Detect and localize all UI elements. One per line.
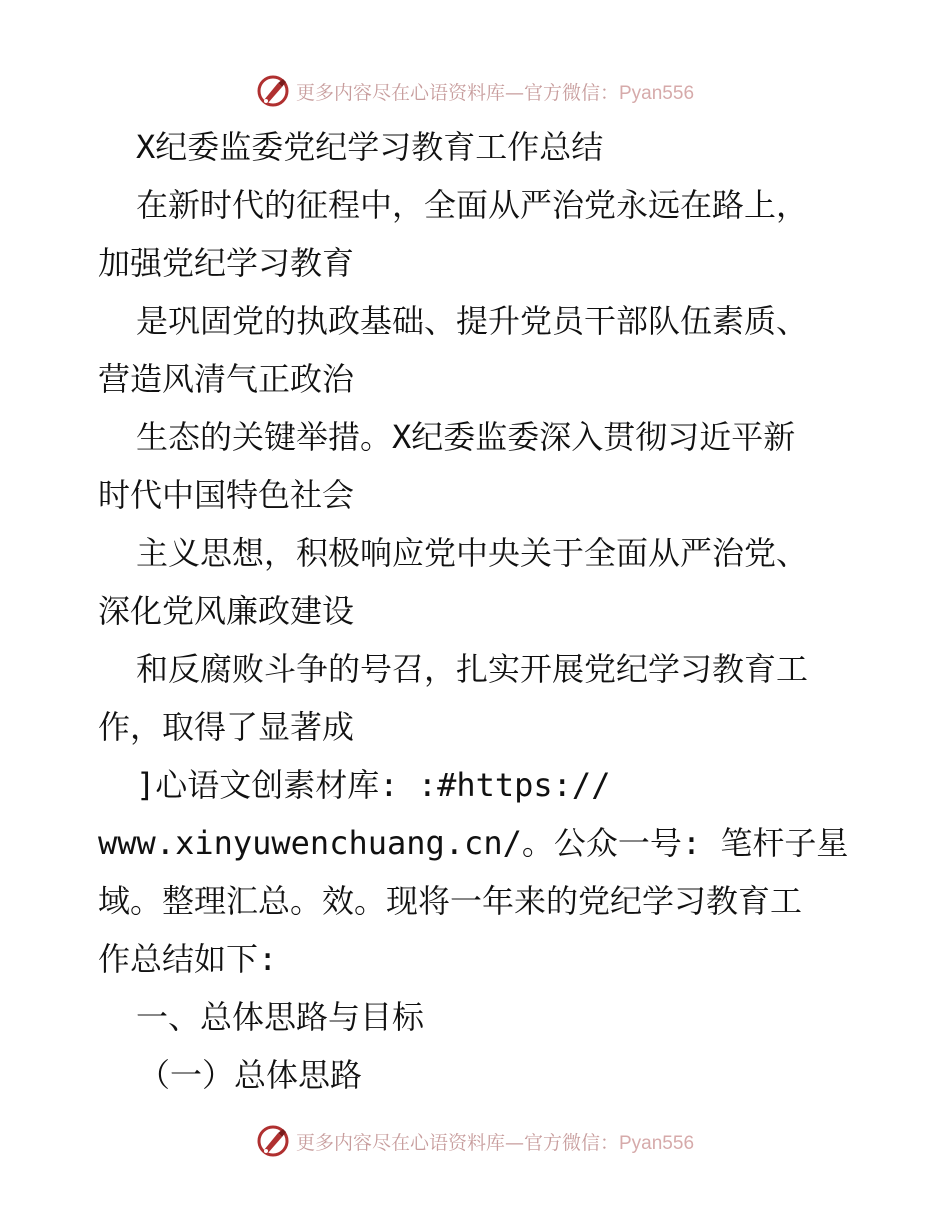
paragraph-line: 作，取得了显著成 [98, 708, 355, 746]
paragraph-line: 深化党风廉政建设 [98, 592, 355, 630]
paragraph-line: 生态的关键举措。X纪委监委深入贯彻习近平新 [136, 418, 796, 456]
document-body [98, 118, 858, 1104]
paragraph-line: 营造风清气正政治 [98, 360, 355, 398]
paragraph-line: 时代中国特色社会 [98, 476, 355, 514]
watermark-banner-top [0, 71, 950, 111]
paragraph-line: 是巩固党的执政基础、提升党员干部队伍素质、 [136, 302, 809, 340]
paragraph-line: 域。整理汇总。效。现将一年来的党纪学习教育工 [98, 882, 803, 920]
watermark-text: 更多内容尽在心语资料库—官方微信：Pyan556 [295, 1131, 695, 1154]
watermark-text: 更多内容尽在心语资料库—官方微信：Pyan556 [295, 81, 695, 104]
document-title: X纪委监委党纪学习教育工作总结 [136, 128, 604, 166]
pen-logo-icon [256, 1124, 290, 1158]
pen-logo-icon [256, 74, 290, 108]
watermark-banner-bottom [0, 1121, 950, 1161]
section-heading: 一、总体思路与目标 [136, 998, 425, 1036]
paragraph-line: 主义思想，积极响应党中央关于全面从严治党、 [136, 534, 809, 572]
paragraph-line: 在新时代的征程中，全面从严治党永远在路上， [136, 186, 809, 224]
paragraph-line: 加强党纪学习教育 [98, 244, 355, 282]
subsection-heading: （一）总体思路 [138, 1056, 363, 1094]
paragraph-line: ]心语文创素材库: :#https:// [136, 766, 611, 804]
paragraph-line: 作总结如下: [98, 940, 278, 978]
paragraph-line: 和反腐败斗争的号召，扎实开展党纪学习教育工 [136, 650, 809, 688]
paragraph-line: www.xinyuwenchuang.cn/。公众一号: 笔杆子星 [98, 824, 849, 862]
